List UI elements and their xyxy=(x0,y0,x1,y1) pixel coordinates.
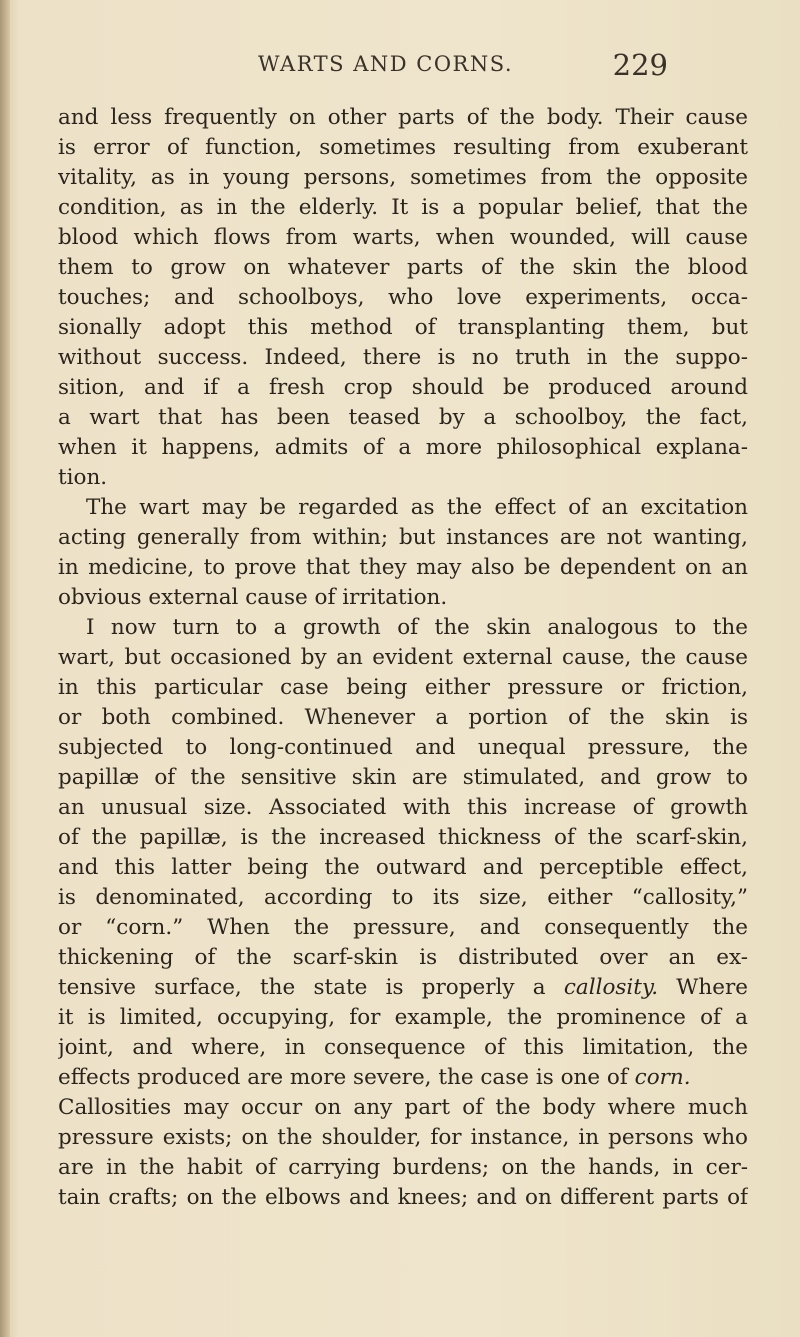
text-line xyxy=(58,343,748,373)
italic-term: callosity. xyxy=(563,975,659,1000)
text-line xyxy=(58,283,748,313)
text-line xyxy=(58,1093,748,1123)
text-line xyxy=(58,253,748,283)
text-line-content: sionally adopt this method of transplanting them, but xyxy=(58,315,748,340)
page-gutter-shadow xyxy=(0,0,10,1337)
text-line xyxy=(58,1003,748,1033)
page-header xyxy=(258,48,668,84)
text-line-content: The wart may be regarded as the effect of an excitation xyxy=(86,495,748,520)
text-line-content: tensive surface, the state is properly a xyxy=(58,975,564,1000)
text-line xyxy=(58,883,748,913)
text-line-content: and less frequently on other parts of the body. Their cause xyxy=(58,105,748,130)
text-line xyxy=(58,973,748,1003)
text-line-content: it is limited, occupying, for example, the prominence of a xyxy=(58,1005,748,1030)
text-line-content: condition, as in the elderly. It is a popular belief, that the xyxy=(58,195,748,220)
text-line xyxy=(58,463,748,493)
text-line xyxy=(58,793,748,823)
text-line-content: subjected to long-continued and unequal pressure, the xyxy=(58,735,748,760)
italic-term: corn. xyxy=(634,1065,691,1090)
text-line-content: in medicine, to prove that they may also be dependent on an xyxy=(58,555,748,580)
text-line-content: is denominated, according to its size, either “callosity,” xyxy=(58,885,748,910)
text-line xyxy=(58,523,748,553)
text-line xyxy=(58,223,748,253)
text-line xyxy=(58,1123,748,1153)
text-line-content: papillæ of the sensitive skin are stimulated, and grow to xyxy=(58,765,748,790)
text-line xyxy=(58,103,748,133)
text-line xyxy=(58,823,748,853)
text-line-content: and this latter being the outward and perceptible effect, xyxy=(58,855,748,880)
text-line xyxy=(58,553,748,583)
text-line xyxy=(58,943,748,973)
page-number: 229 xyxy=(612,48,668,82)
text-line xyxy=(58,133,748,163)
text-line-content: acting generally from within; but instances are not wanting, xyxy=(58,525,748,550)
text-line-content: effects produced are more severe, the case is one of xyxy=(58,1065,635,1090)
text-line xyxy=(58,1033,748,1063)
text-line-content: Where xyxy=(658,975,748,1000)
text-line xyxy=(58,1063,748,1093)
text-line xyxy=(58,763,748,793)
text-line-content: blood which flows from warts, when wounded, will cause xyxy=(58,225,748,250)
text-line xyxy=(58,733,748,763)
text-line xyxy=(58,1183,748,1213)
text-line-content: Callosities may occur on any part of the body where much xyxy=(58,1095,748,1120)
text-line-content: an unusual size. Associated with this increase of growth xyxy=(58,795,748,820)
text-line-content: tion. xyxy=(58,465,108,490)
text-line xyxy=(58,193,748,223)
text-line-content: thickening of the scarf-skin is distributed over an ex- xyxy=(58,945,748,970)
text-line-content: wart, but occasioned by an evident external cause, the cause xyxy=(58,645,748,670)
text-line-content: them to grow on whatever parts of the skin the blood xyxy=(58,255,748,280)
text-line-content: when it happens, admits of a more philosophical explana- xyxy=(58,435,748,460)
text-line-content: obvious external cause of irritation. xyxy=(58,585,448,610)
text-line xyxy=(58,493,748,523)
body-text xyxy=(58,103,748,1213)
text-line xyxy=(58,313,748,343)
text-line-content: tain crafts; on the elbows and knees; and on different parts of xyxy=(58,1185,748,1210)
text-line-content: joint, and where, in consequence of this limitation, the xyxy=(58,1035,748,1060)
text-line xyxy=(58,433,748,463)
text-line xyxy=(58,583,748,613)
text-line-content: without success. Indeed, there is no truth in the suppo- xyxy=(58,345,748,370)
text-line xyxy=(58,373,748,403)
text-line xyxy=(58,673,748,703)
text-line-content: are in the habit of carrying burdens; on the hands, in cer- xyxy=(58,1155,748,1180)
text-line-content: of the papillæ, is the increased thickness of the scarf-skin, xyxy=(58,825,748,850)
text-line-content: pressure exists; on the shoulder, for instance, in persons who xyxy=(58,1125,748,1150)
text-line xyxy=(58,913,748,943)
text-line-content: or “corn.” When the pressure, and consequently the xyxy=(58,915,748,940)
text-line-content: or both combined. Whenever a portion of the skin is xyxy=(58,705,748,730)
text-line xyxy=(58,163,748,193)
text-line-content: vitality, as in young persons, sometimes from the opposite xyxy=(58,165,748,190)
text-line-content: in this particular case being either pressure or friction, xyxy=(58,675,748,700)
text-line xyxy=(58,853,748,883)
text-line xyxy=(58,1153,748,1183)
text-line-content: is error of function, sometimes resulting from exuberant xyxy=(58,135,748,160)
text-line-content: I now turn to a growth of the skin analogous to the xyxy=(86,615,748,640)
text-line xyxy=(58,703,748,733)
text-line-content: touches; and schoolboys, who love experiments, occa- xyxy=(58,285,748,310)
running-title: WARTS AND CORNS. xyxy=(258,52,514,76)
text-line xyxy=(58,643,748,673)
text-line xyxy=(58,403,748,433)
text-line xyxy=(58,613,748,643)
text-line-content: sition, and if a fresh crop should be produced around xyxy=(58,375,748,400)
text-line-content: a wart that has been teased by a schoolboy, the fact, xyxy=(58,405,748,430)
